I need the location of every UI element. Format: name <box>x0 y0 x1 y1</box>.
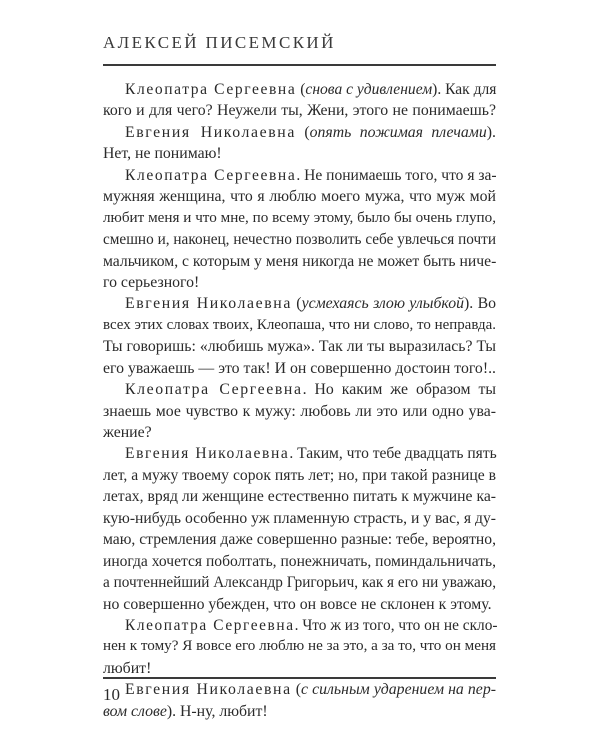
speaker-name: Евгения Николаевна <box>125 445 290 463</box>
text-line: любит меня и что мне, по всему этому, было бы очень глупо, <box>103 209 496 226</box>
stage-direction: снова с удивлением <box>305 81 433 98</box>
text-line: мальчиком, с которым у меня никогда не может быть ниче- <box>103 252 497 270</box>
stage-direction: с сильным ударением на пер- <box>301 681 496 699</box>
text-line: маю, стремления даже совершенно разные: тебе, вероятно, <box>103 531 496 549</box>
stage-direction: усмехаясь злою улыбкой <box>301 295 465 313</box>
footer-rule <box>103 677 496 679</box>
text-line: нен к тому? Я вовсе его люблю не за это, а за то, что он меня <box>103 638 496 655</box>
speaker-name: Клеопатра Сергеевна <box>125 166 297 184</box>
speaker-name: Клеопатра Сергеевна <box>125 381 303 399</box>
speaker-name: Евгения Николаевна <box>125 295 292 313</box>
text-line: Евгения Николаевна (опять пожимая плечами). <box>125 123 496 141</box>
header-rule <box>103 64 496 66</box>
stage-direction: вом слове <box>103 702 167 720</box>
text-line: Евгения Николаевна. Таким, что тебе двадцать пять <box>125 445 497 463</box>
text-line: знаешь мое чувство к мужу: любовь ли это или одно ува- <box>103 402 496 420</box>
text-line: вом слове). Н-ну, любит! <box>103 702 268 720</box>
speaker-name: Клеопатра Сергеевна <box>125 81 297 98</box>
text-line: Нет, не понимаю! <box>103 145 222 163</box>
page-number: 10 <box>103 685 120 704</box>
text-line: его уважаешь — это так! И он совершенно достоин того!.. <box>103 359 496 377</box>
text-line: Евгения Николаевна (с сильным ударением на пер- <box>125 681 496 699</box>
text-line: Клеопатра Сергеевна. Что ж из того, что он не скло- <box>125 616 498 634</box>
text-line: жение? <box>103 424 152 441</box>
speaker-name: Клеопатра Сергеевна <box>125 616 295 634</box>
text-line: Клеопатра Сергеевна. Но каким же образом ты <box>125 381 496 399</box>
speaker-name: Евгения Николаевна <box>125 123 296 141</box>
text-line: но совершенно убежден, что он вовсе не склонен к этому. <box>103 595 492 613</box>
text-line: Клеопатра Сергеевна (снова с удивлением). Как для <box>125 81 497 98</box>
text-line: мужняя женщина, что я люблю моего мужа, что муж мой <box>103 188 496 206</box>
running-header: АЛЕКСЕЙ ПИСЕМСКИЙ <box>103 33 336 52</box>
stage-direction: опять пожимая плечами <box>309 123 487 141</box>
speaker-name: Евгения Николаевна <box>125 681 292 699</box>
text-line: иногда хочется поболтать, понежничать, поминдальничать, <box>103 552 496 570</box>
text-line: кого и для чего? Неужели ты, Жени, этого не понимаешь? <box>103 102 496 120</box>
text-line: Клеопатра Сергеевна. Не понимаешь того, что я за- <box>125 166 497 184</box>
text-line: летах, вряд ли женщине естественно питать к мужчине ка- <box>103 488 496 506</box>
text-line: лет, а мужу твоему сорок пять лет; но, при такой разнице в <box>103 466 496 484</box>
text-line: го серьезного! <box>103 273 200 291</box>
text-line: а почтеннейший Александр Григорьич, как я его ни уважаю, <box>103 574 497 592</box>
text-line: любит! <box>103 659 152 677</box>
text-line: всех этих словах твоих, Клеопаша, что ни слово, то неправда. <box>103 316 496 333</box>
play-text <box>103 79 496 722</box>
text-line: смешно и, наконец, нечестно позволить себе увлечься почти <box>103 231 496 249</box>
text-line: Ты говоришь: «любишь мужа». Так ли ты выразилась? Ты <box>103 338 496 356</box>
text-line: Евгения Николаевна (усмехаясь злою улыбкой). Во <box>125 295 497 313</box>
text-line: кую-нибудь особенно уж пламенную страсть, и у вас, я ду- <box>103 509 496 527</box>
